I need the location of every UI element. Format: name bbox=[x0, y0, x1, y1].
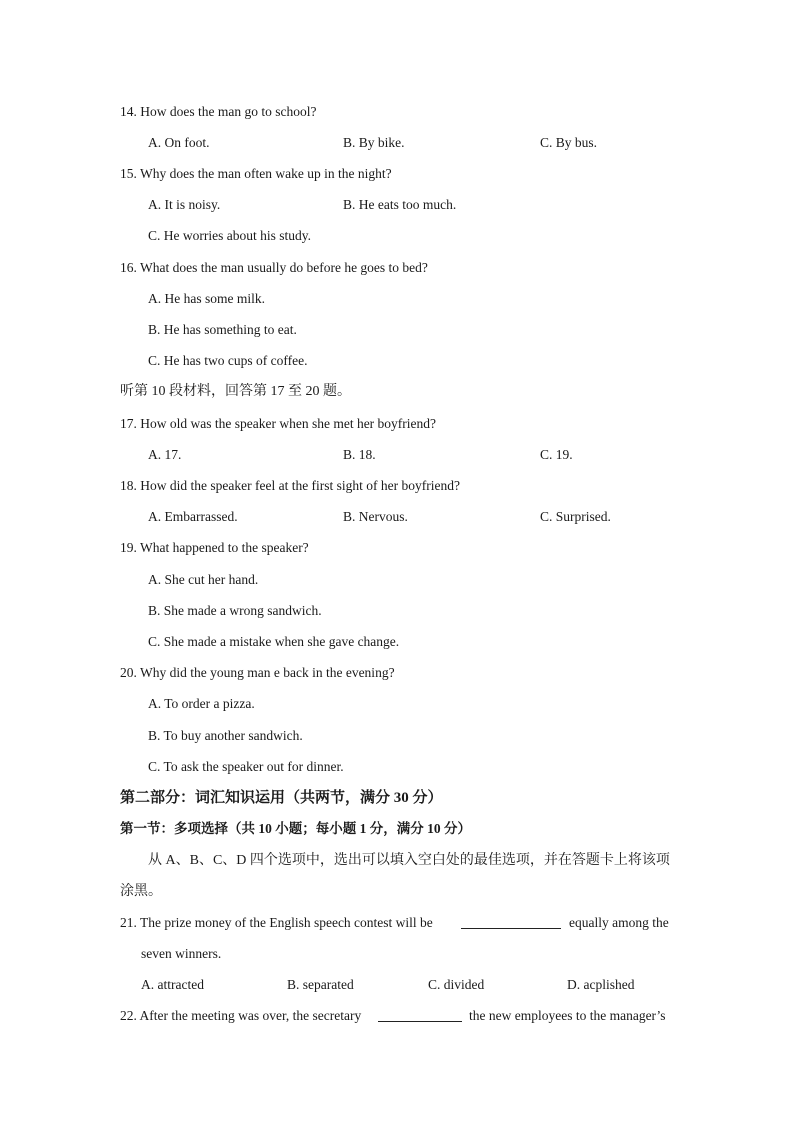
question-16-option-a: A. He has some milk. bbox=[148, 291, 265, 306]
question-19-option-b: B. She made a wrong sandwich. bbox=[148, 603, 322, 618]
question-15-option-a: A. It is noisy. bbox=[148, 197, 221, 212]
question-20-option-b: B. To buy another sandwich. bbox=[148, 728, 303, 743]
question-14-option-b: B. By bike. bbox=[343, 135, 405, 150]
question-16-option-b: B. He has something to eat. bbox=[148, 322, 297, 337]
question-14-option-c: C. By bus. bbox=[540, 135, 598, 150]
question-15-option-c: C. He worries about his study. bbox=[148, 228, 311, 243]
question-19-option-c: C. She made a mistake when she gave change. bbox=[148, 634, 400, 649]
question-14-stem: 14. How does the man go to school? bbox=[120, 104, 317, 119]
question-14-option-a: A. On foot. bbox=[148, 135, 210, 150]
question-15-option-b: B. He eats too much. bbox=[343, 197, 457, 212]
question-21-stem-start: 21. The prize money of the English speech contest will be bbox=[120, 915, 433, 930]
question-22-stem-start: 22. After the meeting was over, the secretary bbox=[120, 1008, 362, 1023]
question-17-option-b: B. 18. bbox=[343, 447, 376, 462]
question-16-stem: 16. What does the man usually do before he goes to bed? bbox=[120, 260, 428, 275]
question-20-option-a: A. To order a pizza. bbox=[148, 696, 255, 711]
question-22-stem-end: the new employees to the manager’s bbox=[469, 1008, 666, 1023]
question-16-option-c: C. He has two cups of coffee. bbox=[148, 353, 308, 368]
question-22-blank bbox=[378, 1009, 462, 1022]
instruction-line-1: 从 A、B、C、D 四个选项中，选出可以填入空白处的最佳选项，并在答题卡上将该项 bbox=[148, 853, 670, 868]
question-19-option-a: A. She cut her hand. bbox=[148, 572, 259, 587]
question-18-option-b: B. Nervous. bbox=[343, 509, 408, 524]
question-21-blank bbox=[461, 916, 561, 929]
question-21-stem-end: equally among the bbox=[569, 915, 669, 930]
part2-heading: 第二部分：词汇知识运用（共两节，满分 30 分） bbox=[120, 790, 443, 806]
question-18-option-c: C. Surprised. bbox=[540, 509, 611, 524]
question-15-stem: 15. Why does the man often wake up in the night? bbox=[120, 166, 392, 181]
question-19-stem: 19. What happened to the speaker? bbox=[120, 540, 309, 555]
question-20-option-c: C. To ask the speaker out for dinner. bbox=[148, 759, 344, 774]
question-18-stem: 18. How did the speaker feel at the first sight of her boyfriend? bbox=[120, 478, 461, 493]
question-18-option-a: A. Embarrassed. bbox=[148, 509, 238, 524]
question-21-option-a: A. attracted bbox=[141, 977, 204, 992]
material-note: 听第 10 段材料，回答第 17 至 20 题。 bbox=[120, 384, 351, 399]
question-21-option-d: D. acplished bbox=[567, 977, 635, 992]
instruction-line-2: 涂黑。 bbox=[120, 884, 162, 899]
section1-heading: 第一节：多项选择（共 10 小题；每小题 1 分，满分 10 分） bbox=[120, 821, 471, 836]
question-17-stem: 17. How old was the speaker when she met her boyfriend? bbox=[120, 416, 437, 431]
question-20-stem: 20. Why did the young man e back in the evening? bbox=[120, 665, 395, 680]
question-21-option-b: B. separated bbox=[287, 977, 354, 992]
question-17-option-a: A. 17. bbox=[148, 447, 182, 462]
question-17-option-c: C. 19. bbox=[540, 447, 573, 462]
question-21-stem-line-2: seven winners. bbox=[141, 946, 222, 961]
question-21-option-c: C. divided bbox=[428, 977, 485, 992]
